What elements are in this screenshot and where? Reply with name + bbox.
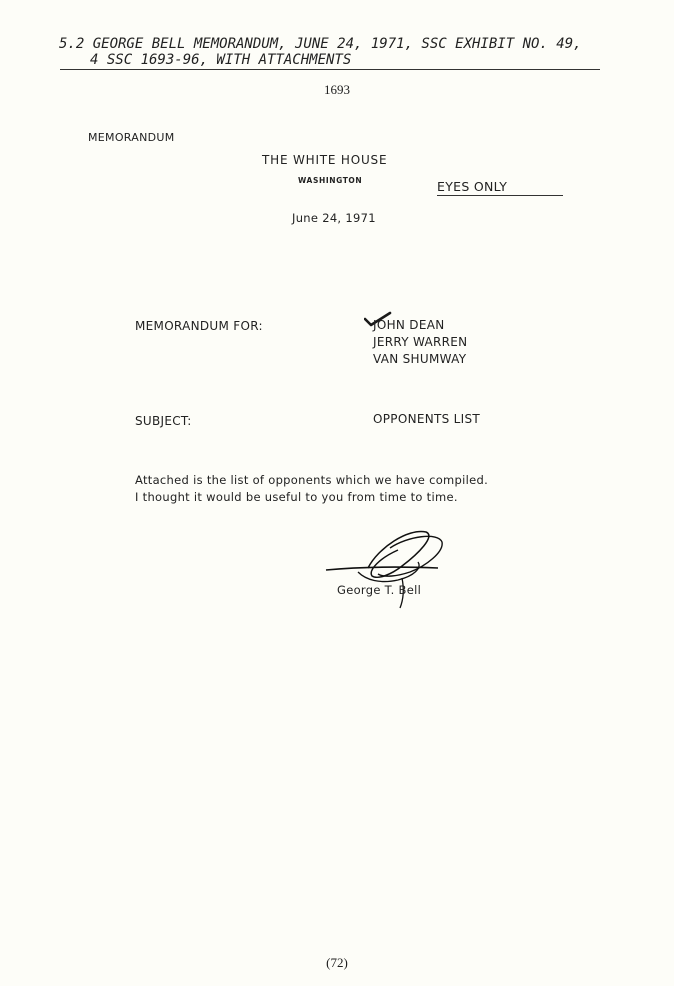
- handwritten-signature: [318, 518, 458, 618]
- subject-value: OPPONENTS LIST: [373, 412, 481, 426]
- memo-date: June 24, 1971: [292, 211, 376, 225]
- recipients-list: [373, 317, 467, 368]
- recipient-item: VAN SHUMWAY: [373, 352, 467, 366]
- header-line-2: 4 SSC 1693-96, WITH ATTACHMENTS: [90, 52, 352, 68]
- memo-for-label: MEMORANDUM FOR:: [135, 319, 263, 333]
- footer-page-number: (72): [326, 955, 348, 970]
- office-city: WASHINGTON: [298, 176, 363, 185]
- office-name: THE WHITE HOUSE: [262, 153, 388, 167]
- memo-label: MEMORANDUM: [88, 131, 175, 144]
- header-line-1: 5.2 GEORGE BELL MEMORANDUM, JUNE 24, 1971, SSC EXHIBIT NO. 49,: [59, 36, 582, 52]
- recipient-item: JOHN DEAN: [373, 318, 445, 332]
- page-number: 1693: [324, 82, 350, 97]
- memo-body: [135, 472, 488, 506]
- body-line: Attached is the list of opponents which we have compiled.: [135, 473, 489, 487]
- document-header: [60, 36, 600, 70]
- body-line: I thought it would be useful to you from time to time.: [135, 490, 458, 504]
- subject-label: SUBJECT:: [135, 414, 192, 428]
- classification-label: EYES ONLY: [437, 179, 563, 196]
- recipient-item: JERRY WARREN: [373, 335, 468, 349]
- signatory-name: George T. Bell: [337, 583, 422, 597]
